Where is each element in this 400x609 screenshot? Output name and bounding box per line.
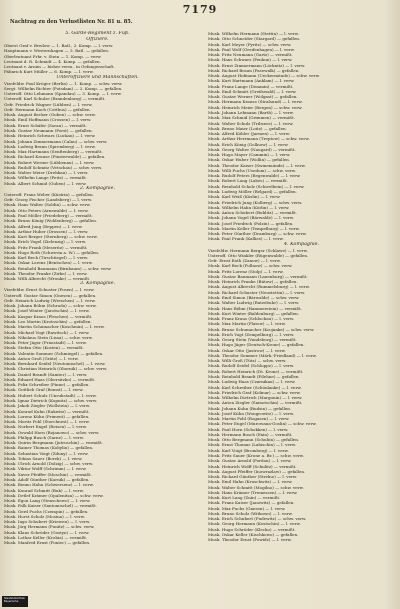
casualty-entry: Oberleutnant Frhr. v. Stein — 1. Komp. — verw. bbox=[4, 53, 102, 59]
casualty-entry: Musk. Johann Böhm (Schroda) — schw. verw. bbox=[4, 303, 97, 309]
library-stamp-line: Bayerische bbox=[4, 600, 19, 603]
section-subheading: Unteroffiziere und Mannschaften. bbox=[56, 74, 139, 80]
casualty-entry: Musk. Georg Stein (Vandsburg) — vermißt. bbox=[208, 337, 297, 343]
library-stamp-line: Staatsbibliothek bbox=[4, 597, 26, 600]
casualty-entry: Musk. Karl Weiß (Köslin) — l. verw. bbox=[208, 194, 281, 200]
casualty-entry: Musk. Manfred Ernst (Poniec) — gefallen. bbox=[4, 540, 91, 546]
casualty-entry: Musk. Hans Böhm (Hammerstein) — vermißt. bbox=[208, 305, 302, 311]
casualty-entry: Musk. Hans Krämer (Tremessen) — l. verw. bbox=[208, 489, 298, 495]
casualty-entry: Musk. Anton Groß (Grätz) — l. verw. bbox=[4, 355, 79, 361]
casualty-entry: Musk. Hans Walter (Soldin) — schw. verw. bbox=[4, 202, 91, 208]
casualty-entry: Musk. Richard Braun (Pasewalk) — gefallen. bbox=[208, 67, 300, 73]
casualty-entry: Musk. Georg Hermann (Kostschin) — l. verw. bbox=[208, 521, 301, 527]
casualty-entry: Musk. Franz Kaiser (Janowitz) — gefallen. bbox=[208, 500, 295, 506]
casualty-entry: Musk. Ulrich Arnold (Dolzig) — schw. verw. bbox=[4, 461, 94, 467]
casualty-entry: Musk. Kurt Hartmann (Anklam) — l. verw. bbox=[208, 78, 295, 84]
casualty-entry: Musk. Kurt Lang (Znin) — vermißt. bbox=[208, 495, 281, 501]
casualty-entry: Musk. Karl Beck (Tirschtiegel) — l. verw. bbox=[4, 255, 89, 261]
casualty-entry: Musk. Karl Meyer (Pyritz) — schw. verw. bbox=[208, 41, 292, 47]
casualty-entry: Unteroff. Gustav Simon (Gnesen) — gefallen. bbox=[4, 292, 97, 298]
casualty-entry: Musk. Willi Fuchs (Usedom) — schw. verw. bbox=[208, 167, 296, 173]
casualty-entry: Musk. Oswald Horn (Bojanowo) — schw. verw. bbox=[4, 429, 100, 435]
casualty-entry: Musk. Karl Schreiber (Schönlanke) — l. verw. bbox=[208, 384, 302, 390]
casualty-entry: Unteroff. Karl Schulze (Brandenburg) — vermißt. bbox=[4, 96, 106, 102]
casualty-entry: Vizefeldw. Hermann Berger (Schlawe) — l. verw. bbox=[208, 247, 308, 253]
casualty-entry: Musk. Tobias Sauer (Borek) — l. verw. bbox=[4, 455, 83, 461]
casualty-entry: Musk. Bruno König (Woldenberg) — gefallen. bbox=[4, 218, 98, 224]
page-number: 7179 bbox=[182, 3, 218, 16]
casualty-entry: Gefr. Hermann Koch (Cottbus) — gefallen. bbox=[4, 106, 91, 112]
casualty-entry: Musk. Detlef Krämer (Opalenitza) — schw. verw. bbox=[4, 492, 104, 498]
casualty-entry: Musk. Peter Engel (Murowana-Goslin) — schw. verw. bbox=[208, 421, 317, 427]
casualty-entry: Musk. Willi Groß (Tütz) — schw. verw. bbox=[208, 358, 287, 364]
library-stamp bbox=[2, 596, 28, 607]
casualty-entry: Musk. Fritz Lorenz (Stolp) — l. verw. bbox=[208, 268, 284, 274]
casualty-entry: Vizefeldw. Paul Krüger (Berlin) — 1. Komp. — schw. verw. bbox=[4, 80, 123, 86]
casualty-entry: Musk. Quirin Bergmann (Jutroschin) — vermißt. bbox=[4, 440, 104, 446]
casualty-entry: Musk. Johann Zimmermann (Calau) — schw. verw. bbox=[4, 138, 108, 144]
casualty-entry: Musk. Josef Kühn (Wongrowitz) — l. verw. bbox=[208, 410, 295, 416]
casualty-entry: Musk. Rudolf Schmitz (Vetschau) — schw. verw. bbox=[4, 164, 103, 170]
section-subheading: 5. Garde-Regiment z. Fuß. bbox=[65, 31, 130, 36]
casualty-entry: Musk. Kurt Berger (Sternberg) — schw. verw. bbox=[4, 234, 98, 240]
casualty-entry: Musk. Martin Schumacher (Koschmin) — l. verw. bbox=[4, 324, 105, 330]
casualty-entry: Musk. Leo Martin (Krotoschin) — gefallen. bbox=[4, 319, 92, 325]
casualty-entry: Oberst Graf v. Bredow — 1. Batl., 2. Komp. — l. verw. bbox=[4, 43, 114, 48]
casualty-entry: Musk. Paul Wolf (Greifenhagen) — l. verw. bbox=[208, 46, 295, 52]
casualty-entry: Musk. Wilhelm Dietrich (Margonin) — l. verw. bbox=[208, 395, 303, 401]
casualty-entry: Musk. Albert Schmid (Guben) — l. verw. bbox=[4, 180, 87, 186]
casualty-entry: Musk. Friedrich Jung (Kolberg) — schw. verw. bbox=[208, 199, 303, 205]
casualty-entry: Musk. Erich König (Gollnow) — l. verw. bbox=[208, 141, 289, 147]
casualty-entry: Musk. Fritz Sauer (Krone a. Br.) — schw. verw. bbox=[208, 452, 304, 458]
casualty-entry: Musk. Rudolf Peters (Regenwalde) — l. verw. bbox=[208, 173, 301, 179]
page-heading: Nachtrag zu den Verlustlisten Nr. 81 u. 85. bbox=[10, 19, 133, 25]
casualty-entry: Musk. Adolf Günther (Kurnik) — gefallen. bbox=[4, 476, 90, 482]
casualty-entry: Musk. Daniel Brandt (Samter) — l. verw. bbox=[4, 371, 88, 377]
casualty-entry: Musk. Otto Schneider (Stargard) — gefallen. bbox=[208, 36, 301, 42]
casualty-entry: Gefr. Heinrich Ludwig (Wreschen) — l. verw. bbox=[4, 297, 96, 303]
casualty-entry: Musk. Egon Lang (Stenschewo) — l. verw. bbox=[4, 498, 91, 504]
casualty-entry: Musk. Falk Kaiser (Santomischel) — vermißt. bbox=[4, 503, 98, 509]
casualty-entry: Musk. Arthur Herrmann (Treptow) — schw. verw. bbox=[208, 136, 310, 142]
casualty-entry: Musk. Nikolaus Stein (Lissa) — schw. verw. bbox=[4, 334, 93, 340]
casualty-entry: Musk. Hubert Schulz (Unruhstadt) — l. verw. bbox=[4, 392, 97, 398]
casualty-entry: Musk. Ludwig Haas (Czarnikau) — l. verw. bbox=[208, 379, 296, 385]
casualty-entry: Musk. Richard Krause (Finsterwalde) — gefallen. bbox=[4, 154, 106, 160]
casualty-entry: Musk. Karl Beck (Pollnow) — schw. verw. bbox=[208, 263, 293, 269]
casualty-entry: Musk. Kurt Winter (Baldenburg) — gefallen. bbox=[208, 310, 300, 316]
casualty-entry: Musk. Franz Lange (Demmin) — vermißt. bbox=[208, 83, 294, 89]
casualty-entry: Musk. Eduard Haas (Obersitzko) — vermißt. bbox=[4, 376, 96, 382]
casualty-entry: Musk. Bruno Schumacher (Krojanke) — schw. verw. bbox=[208, 326, 315, 332]
casualty-entry: Unteroff. Otto Lehmann (Spandau) — 3. Komp. — l. verw. bbox=[4, 91, 122, 97]
casualty-entry: Musk. Ingo Schubert (Kriewen) — l. verw. bbox=[4, 519, 91, 525]
casualty-entry: Musk. Josef Friedrich (Polzin) — gefallen. bbox=[208, 220, 294, 226]
casualty-entry: Musk. Wilhelm Hahn (Körlin) — l. verw. bbox=[208, 204, 290, 210]
casualty-entry: Musk. Robert Lang (Labes) — vermißt. bbox=[208, 178, 289, 184]
casualty-entry: Musk. Hugo Jäger (Deutsch-Krone) — gefallen. bbox=[208, 342, 305, 348]
casualty-entry: Musk. Johann Kuhn (Budsin) — gefallen. bbox=[208, 405, 292, 411]
right-column bbox=[208, 31, 395, 543]
casualty-entry: Musk. Heinrich Schwarz (Luckau) — l. verw. bbox=[4, 133, 96, 139]
casualty-entry: Musk. Martin Pohl (Rogasen) — l. verw. bbox=[208, 416, 290, 422]
casualty-entry: Musk. Emil Schmitt (Greifswald) — l. verw. bbox=[208, 88, 297, 94]
casualty-entry: Musk. Oskar Otto (Jastrow) — l. verw. bbox=[208, 347, 286, 353]
casualty-entry: Musk. Paul Möller (Friedeberg) — vermißt. bbox=[4, 212, 93, 218]
casualty-entry: Musk. Paul Horn (Schokken) — l. verw. bbox=[208, 426, 289, 432]
casualty-entry: Musk. Heinrich Franke (Bütow) — gefallen. bbox=[208, 279, 298, 285]
casualty-entry: Musk. Emil Hahn (Kruschwitz) — l. verw. bbox=[208, 479, 293, 485]
casualty-entry: Musk. Ernst Schäfer (Sorau) — vermißt. bbox=[4, 122, 87, 128]
casualty-entry: Musk. Otto Bergmann (Schubin) — gefallen. bbox=[208, 437, 300, 443]
casualty-entry: Musk. Reinhold Brandt (Filehne) — gefallen. bbox=[208, 374, 300, 379]
casualty-entry: Musk. August Hofmann (Ueckermünde) — schw. verw. bbox=[208, 73, 320, 79]
casualty-entry: Leutnant d. R. Schmidt — 4. Komp. — gefallen. bbox=[4, 58, 101, 64]
casualty-entry: Musk. August Pfeiffer (Inowrazlaw) — gefallen. bbox=[208, 468, 306, 474]
casualty-entry: Musk. Theodor Ernst (Powidz) — l. verw. bbox=[208, 537, 292, 543]
casualty-entry: Musk. Alfred Jung (Reppen) — l. verw. bbox=[4, 223, 83, 229]
left-column bbox=[4, 31, 191, 545]
casualty-entry: Musk. Klaus Schröder (Gostyn) — l. verw. bbox=[4, 529, 90, 535]
casualty-entry: Musk. Gustav Baumann (Lauenburg) — vermißt. bbox=[208, 273, 308, 279]
casualty-entry: Musk. Theodor Kaiser (Swinemünde) — l. verw. bbox=[208, 162, 306, 168]
casualty-entry: Musk. Alfred Köhler (Jarmen) — l. verw. bbox=[208, 131, 290, 137]
casualty-entry: Musk. Ernst Zimmermann (Löcknitz) — l. verw. bbox=[208, 62, 306, 68]
casualty-entry: Musk. Theodor Sommer (Märk.-Friedland) — l. verw. bbox=[208, 352, 317, 358]
casualty-entry: Musk. Walter Meier (Drebkau) — l. verw. bbox=[4, 170, 89, 176]
casualty-entry: Musk. Peter Jäger (Fraustadt) — l. verw. bbox=[4, 340, 87, 346]
casualty-entry: Musk. Valentin Sommer (Schmiegel) — gefallen. bbox=[4, 350, 104, 356]
section-subheading: 2. Kompagnie. bbox=[80, 185, 115, 191]
casualty-entry: Sergt. Wilhelm Richter (Potsdam) — 2. Komp. — gefallen. bbox=[4, 85, 123, 91]
casualty-entry: Musk. Konrad Kuhn (Rakwitz) — vermißt. bbox=[4, 408, 90, 414]
casualty-entry: Musk. Karl Voigt (Bromberg) — l. verw. bbox=[208, 447, 289, 453]
casualty-entry: Leutnant v. Arnim — bisher verm., in Gefangenschaft. bbox=[4, 64, 115, 70]
casualty-entry: Gefr. Friedrich Wagner (Lübben) — l. verw. bbox=[4, 101, 93, 107]
casualty-entry: Musk. Lothar Keller (Krobia) — vermißt. bbox=[4, 534, 88, 540]
casualty-entry: Musk. Erich Vogt (Zempelburg) — l. verw. bbox=[208, 331, 295, 337]
casualty-entry: Musk. Rainer Thomas (Kobylin) — gefallen. bbox=[4, 445, 94, 451]
casualty-entry: Musk. Stefan Otto (Kosten) — vermißt. bbox=[4, 345, 84, 351]
casualty-entry: Musk. Kaspar Kraus (Pleschen) — vermißt. bbox=[4, 313, 93, 319]
casualty-entry: Unteroff. Franz Weber (Küstrin) — gefallen. bbox=[4, 191, 94, 197]
casualty-entry: Musk. Jörg Hermann (Punitz) — schw. verw. bbox=[4, 524, 95, 530]
casualty-entry: Musk. Gerd Fuchs (Czempin) — gefallen. bbox=[4, 508, 89, 514]
casualty-entry: Hauptmann v. Westernhagen — 3. Batl. — gefallen. bbox=[4, 48, 110, 54]
casualty-entry: Musk. Max Hartmann (Senftenberg) — vermißt. bbox=[4, 149, 103, 155]
casualty-entry: Musk. Oskar Huber (Wollin) — gefallen. bbox=[208, 157, 291, 163]
section-subheading: Offiziere. bbox=[86, 37, 109, 42]
section-subheading: 3. Kompagnie. bbox=[80, 281, 115, 287]
casualty-entry: Musk. Hugo Mayer (Cammin) — l. verw. bbox=[208, 152, 291, 158]
casualty-entry: Musk. Hermann Busch (Exin) — vermißt. bbox=[208, 431, 293, 437]
casualty-entry: Musk. Bernhard Seidel (Neutomischel) — l. verw. bbox=[4, 361, 106, 367]
casualty-entry: Musk. Gottlieb Graf (Bomst) — l. verw. bbox=[4, 387, 84, 393]
casualty-entry: Gefr. Georg Fischer (Landsberg) — l. verw. bbox=[4, 197, 93, 203]
casualty-entry: Musk. Sebastian Voigt (Zduny) — l. verw. bbox=[4, 450, 89, 456]
casualty-entry: Musk. Emil Simon (Bärwalde) — schw. verw. bbox=[208, 295, 300, 301]
casualty-entry: Musk. Philipp Busch (Sarne) — l. verw. bbox=[4, 434, 84, 440]
casualty-entry: Musk. Lorenz Kühn (Priment) — gefallen. bbox=[4, 413, 90, 419]
casualty-entry: Musk. Robert Heinrich (Dt. Krone) — vermißt. bbox=[208, 368, 304, 374]
casualty-entry: Musk. August Becker (Guben) — schw. verw. bbox=[4, 112, 96, 118]
section-subheading: 4. Kompagnie. bbox=[284, 241, 319, 247]
casualty-entry: Musk. Gustav Arnold (Fordon) — l. verw. bbox=[208, 458, 292, 464]
casualty-entry: Musk. Felix Schreiber (Pinne) — gefallen. bbox=[4, 382, 90, 388]
casualty-entry: Musk. Max Fuchs (Gnesen) — l. verw. bbox=[208, 505, 286, 511]
casualty-entry: Musk. Reinhold Scholz (Schivelbein) — l. verw. bbox=[208, 183, 305, 189]
casualty-entry: Musk. Walter Schmitt (Mogilno) — schw. verw. bbox=[208, 484, 304, 490]
casualty-entry: Musk. Moritz Pohl (Storchnest) — l. verw. bbox=[4, 419, 90, 425]
casualty-entry: Musk. Ludwig Braun (Spremberg) — l. verw. bbox=[4, 143, 96, 149]
casualty-entry: Musk. Gustav Werner (Wolgast) — gefallen. bbox=[208, 94, 298, 100]
casualty-entry: Musk. Max Schmid (Grimmen) — vermißt. bbox=[208, 115, 295, 121]
casualty-entry: Musk. Max Martin (Flatow) — l. verw. bbox=[208, 321, 286, 327]
casualty-entry: Musk. Heinrich Wolff (Schulitz) — vermißt. bbox=[208, 463, 297, 469]
casualty-entry: Musk. Viktor Wolff (Schrimm) — l. verw. bbox=[4, 466, 87, 472]
casualty-entry: Musk. Anton Ziegler (Samotschin) — vermißt. bbox=[208, 400, 303, 406]
casualty-entry: Musk. Oskar Keller (Kischkowo) — gefallen. bbox=[208, 531, 299, 537]
casualty-entry: Musk. Bruno Scholz (Witkowo) — l. verw. bbox=[208, 510, 293, 516]
casualty-entry: Musk. Horst Scholz (Mosina) — l. verw. bbox=[4, 513, 86, 519]
casualty-entry: Musk. Richard Schuster (Neustettin) — l. verw. bbox=[208, 289, 306, 295]
casualty-entry: Musk. Reinhold Baumann (Birnbaum) — schw. verw. bbox=[4, 265, 112, 271]
casualty-entry: Musk. Arthur Huber (Drossen) — l. verw. bbox=[4, 228, 89, 234]
casualty-entry: Musk. Franz Kraus (Schlochau) — l. verw. bbox=[208, 316, 295, 322]
casualty-entry: Musk. Michael Vogt (Rawitsch) — l. verw. bbox=[4, 329, 90, 335]
casualty-entry: Musk. Josef Winter (Jarotschin) — l. verw. bbox=[4, 308, 90, 314]
casualty-entry: Musk. Richard Günther (Strelno) — l. verw. bbox=[208, 474, 298, 480]
casualty-entry: Musk. Bruno Maier (Loitz) — gefallen. bbox=[208, 125, 287, 131]
casualty-entry: Musk. Norbert Engel (Reisen) — l. verw. bbox=[4, 424, 88, 430]
casualty-entry: Musk. Peter Günther (Dramburg) — schw. verw. bbox=[208, 231, 307, 237]
casualty-entry: Musk. Xaver Pfeiffer (Moschin) — vermißt. bbox=[4, 471, 93, 477]
casualty-entry: Musk. Hans Schwarz (Penkun) — l. verw. bbox=[208, 57, 293, 63]
casualty-entry: Musk. Paul Frank (Kallies) — l. verw. bbox=[208, 236, 284, 242]
casualty-entry: Gefr. Ernst Roth (Zanow) — l. verw. bbox=[208, 258, 281, 264]
casualty-entry: Musk. Walter Ludwig (Ratzebuhr) — l. verw. bbox=[208, 300, 300, 306]
casualty-entry: Musk. Willi Albrecht (Wronke) — vermißt. bbox=[4, 276, 91, 282]
casualty-entry: Musk. Hermann Krause (Stralsund) — l. verw. bbox=[208, 99, 303, 105]
casualty-entry: Fähnrich Kurt Müller — 6. Komp. — l. verw. bbox=[4, 69, 94, 75]
casualty-entry: Musk. Jakob Ziegler (Wollstein) — l. verw. bbox=[4, 403, 91, 409]
casualty-entry: Musk. Gustav Neumann (Forst) — gefallen. bbox=[4, 127, 93, 133]
casualty-entry: Musk. Johann Vogel (Bärwalde) — l. verw. bbox=[208, 215, 294, 221]
casualty-entry: Musk. Ludwig Möller (Belgard) — gefallen. bbox=[208, 188, 297, 194]
casualty-entry: Musk. Oskar Lorenz (Bentschen) — l. verw. bbox=[4, 260, 93, 266]
casualty-entry: Musk. Ernst Thomas (Labischin) — l. verw. bbox=[208, 442, 297, 448]
casualty-entry: Musk. Benno Hahn (Schwersenz) — l. verw. bbox=[4, 482, 94, 488]
casualty-entry: Unteroff. Otto Winkler (Rügenwalde) — gefallen. bbox=[208, 252, 309, 258]
casualty-entry: Musk. Fritz Frank (Meseritz) — vermißt. bbox=[4, 244, 88, 250]
casualty-entry: Musk. Theodor Franke (Zirke) — l. verw. bbox=[4, 270, 88, 276]
casualty-entry: Musk. Friedrich Graf (Kolmar) — schw. verw. bbox=[208, 389, 301, 395]
casualty-entry: Musk. Christian Heinrich (Obornik) — schw. verw. bbox=[4, 366, 108, 372]
casualty-entry: Vizefeldw. Ernst Schuster (Posen) — l. verw. bbox=[4, 287, 95, 293]
casualty-entry: Musk. Rudolf Seidel (Schloppe) — l. verw. bbox=[208, 363, 295, 369]
casualty-entry: Musk. Erich Schubert (Pudewitz) — schw. verw. bbox=[208, 516, 307, 522]
casualty-entry: Musk. Heinrich Meier (Bergen) — schw. verw. bbox=[208, 104, 303, 110]
casualty-entry: Musk. Walter Schulz (Tribsees) — l. verw. bbox=[208, 120, 294, 126]
casualty-entry: Musk. August Albrecht (Rummelsburg) — l. verw. bbox=[208, 284, 310, 290]
casualty-entry: Musk. Erich Vogel (Zielenzig) — l. verw. bbox=[4, 239, 87, 245]
casualty-entry: Musk. Georg Walter (Naugard) — vermißt. bbox=[208, 146, 296, 152]
casualty-entry: Musk. Anton Schubert (Bublitz) — vermißt. bbox=[208, 210, 298, 216]
casualty-entry: Musk. Robert Werner (Lübbenau) — l. verw. bbox=[4, 159, 95, 165]
casualty-entry: Musk. Emil Hoffmann (Crossen) — l. verw. bbox=[4, 117, 92, 123]
casualty-entry: Musk. Martin Keller (Tempelburg) — l. verw. bbox=[208, 225, 300, 231]
casualty-entry: Musk. Hugo Roth (Schwerin a. W.) — gefallen. bbox=[4, 249, 100, 255]
casualty-entry: Musk. Fritz Neumann (Gartz) — vermißt. bbox=[208, 52, 293, 58]
casualty-entry: Musk. Wilhelm Hermann (Stettin) — l. verw. bbox=[208, 31, 300, 36]
casualty-entry: Musk. Johann Lehmann (Barth) — l. verw. bbox=[208, 109, 294, 115]
casualty-entry: Musk. Wilhelm Lange (Peitz) — vermißt. bbox=[4, 175, 88, 181]
casualty-entry: Musk. Ignaz Dietrich (Kopnitz) — schw. verw. bbox=[4, 398, 98, 403]
casualty-entry: Musk. Konrad Schmitt (Buk) — l. verw. bbox=[4, 487, 84, 493]
casualty-entry: Musk. Hugo Schröder (Klecko) — vermißt. bbox=[208, 526, 296, 532]
casualty-entry: Musk. Otto Peters (Arnswalde) — l. verw. bbox=[4, 207, 89, 213]
